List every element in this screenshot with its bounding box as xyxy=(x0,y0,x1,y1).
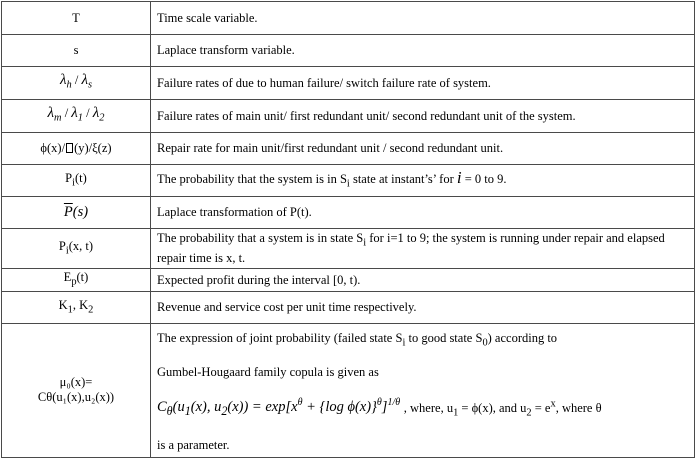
symbol-cell xyxy=(2,35,151,67)
symbol-cell xyxy=(2,133,151,165)
formula-paragraph xyxy=(157,394,688,423)
symbol-cell xyxy=(2,100,151,133)
table-row xyxy=(2,269,695,292)
formula-sup: 1/θ xyxy=(387,397,401,409)
description: The probability that a system is in state S xyxy=(157,231,364,246)
description-cell xyxy=(151,165,695,197)
text-sub: 1 xyxy=(453,406,459,418)
symbol-bar: $\overline{P}$ xyxy=(63,204,73,220)
symbol-lambda: λ xyxy=(60,72,67,89)
description-post: = 0 to 9. xyxy=(461,171,507,186)
symbol: s xyxy=(73,43,79,57)
description: Failure rates of main unit/ first redundant unit/ second redundant unit of the system. xyxy=(157,108,576,123)
symbol-separator: / xyxy=(71,73,82,88)
text-sub: i xyxy=(402,337,406,349)
symbol: E xyxy=(63,270,72,285)
text-sup: x xyxy=(550,398,556,410)
text-sub: 2 xyxy=(526,406,532,418)
description-cell xyxy=(151,197,695,229)
symbol-mid: , K xyxy=(72,297,89,312)
formula-part: (x), u xyxy=(190,399,222,416)
formula-part: ] xyxy=(381,399,388,416)
description-cell xyxy=(151,35,695,67)
symbol-sub: m xyxy=(54,112,62,124)
symbol-line: Cθ(u₁(x),u₂(x)) xyxy=(37,390,115,405)
symbol-sub: i xyxy=(72,177,76,189)
symbol-cell xyxy=(2,2,151,35)
copula-formula xyxy=(157,397,404,419)
description-cell xyxy=(151,324,695,458)
text-run: , where, u xyxy=(403,400,454,415)
description-sub: i xyxy=(346,178,350,190)
description: The probability that the system is in S xyxy=(157,171,347,186)
table-row xyxy=(2,100,695,133)
formula-sub: 1 xyxy=(184,404,191,419)
symbol-lambda: λ xyxy=(47,105,55,122)
symbol: ϕ(x)/ xyxy=(40,141,66,155)
symbol-separator: / xyxy=(83,106,93,121)
symbol-tail: (s) xyxy=(72,204,89,220)
symbol: T xyxy=(72,10,80,25)
table-row xyxy=(2,229,695,269)
table-row xyxy=(2,67,695,100)
symbol-sub: i xyxy=(65,245,69,257)
symbol-lambda: λ xyxy=(81,72,88,89)
nomenclature-table xyxy=(1,1,695,458)
description-paragraph xyxy=(157,330,688,352)
formula-sup: θ xyxy=(297,397,303,409)
formula-part: (u xyxy=(172,399,185,416)
symbol-sub: 2 xyxy=(88,304,94,316)
symbol: P xyxy=(65,170,73,185)
text-run: to good state S xyxy=(405,331,483,345)
description: Time scale variable. xyxy=(157,10,258,25)
symbol: K xyxy=(58,297,68,312)
formula-sub: 2 xyxy=(221,404,228,419)
symbol-sub: 2 xyxy=(99,112,105,124)
symbol-tail: (x, t) xyxy=(68,238,94,253)
symbol-sub: h xyxy=(66,79,72,91)
description: Failure rates of due to human failure/ switch failure rate of system. xyxy=(157,75,491,90)
text-sub: 0 xyxy=(482,337,488,349)
table-row xyxy=(2,197,695,229)
description-cell xyxy=(151,100,695,133)
description-cell xyxy=(151,292,695,324)
missing-glyph-icon xyxy=(66,143,73,153)
text-run: = e xyxy=(531,400,551,415)
description: Expected profit during the interval [0, t). xyxy=(157,272,361,287)
symbol-tail: (t) xyxy=(76,270,89,285)
symbol-tail: (y)/ξ(z) xyxy=(74,141,112,155)
description-cell xyxy=(151,229,695,269)
description: Laplace transform variable. xyxy=(157,43,295,57)
description: Repair rate for main unit/first redundant unit / second redundant unit. xyxy=(157,141,504,155)
text-run: ) according to xyxy=(487,331,558,345)
formula-sup: θ xyxy=(376,397,382,409)
table-row xyxy=(2,324,695,458)
symbol-separator: / xyxy=(61,106,72,121)
symbol-sub: 1 xyxy=(77,112,83,124)
description-sub: i xyxy=(363,237,367,249)
symbol-cell xyxy=(2,292,151,324)
description-cell xyxy=(151,2,695,35)
symbol-cell xyxy=(2,67,151,100)
formula-part: (x)) = exp[x xyxy=(227,399,298,416)
description-variable: i xyxy=(456,167,462,187)
symbol-cell xyxy=(2,269,151,292)
text-run: The expression of joint probability (failed state S xyxy=(157,331,403,345)
table-row xyxy=(2,2,695,35)
symbol-cell xyxy=(2,165,151,197)
text-run: , where θ xyxy=(555,400,602,415)
description: Laplace transformation of P(t). xyxy=(157,205,312,219)
symbol-sub: p xyxy=(71,276,77,288)
symbol-cell xyxy=(2,197,151,229)
table-row xyxy=(2,35,695,67)
symbol: P xyxy=(58,238,66,253)
formula-sub: θ xyxy=(166,404,173,419)
description-paragraph: is a parameter. xyxy=(157,437,230,452)
table-row xyxy=(2,133,695,165)
formula-part: + {log ϕ(x)} xyxy=(302,399,377,416)
symbol-cell xyxy=(2,324,151,458)
table-row xyxy=(2,165,695,197)
text-run: = ϕ(x), and u xyxy=(458,400,527,415)
description-cell xyxy=(151,67,695,100)
description-mid: state at instant’s’ for xyxy=(349,171,457,186)
formula-part: C xyxy=(157,399,167,416)
description-paragraph: Gumbel-Hougaard family copula is given as xyxy=(157,364,379,379)
description-cell xyxy=(151,133,695,165)
symbol-tail: (t) xyxy=(75,170,87,185)
symbol-cell xyxy=(2,229,151,269)
description-cell xyxy=(151,269,695,292)
symbol-line: μ₀(x)= xyxy=(59,375,93,390)
symbol-sub: s xyxy=(87,79,92,91)
symbol-lambda: λ xyxy=(92,105,100,122)
description: Revenue and service cost per unit time respectively. xyxy=(157,300,417,314)
symbol-lambda: λ xyxy=(71,105,78,122)
table-row xyxy=(2,292,695,324)
symbol-sub: 1 xyxy=(67,304,73,316)
description-post: for i=1 to 9; the system is running under repair and elapsed repair time is x, t. xyxy=(157,231,665,265)
